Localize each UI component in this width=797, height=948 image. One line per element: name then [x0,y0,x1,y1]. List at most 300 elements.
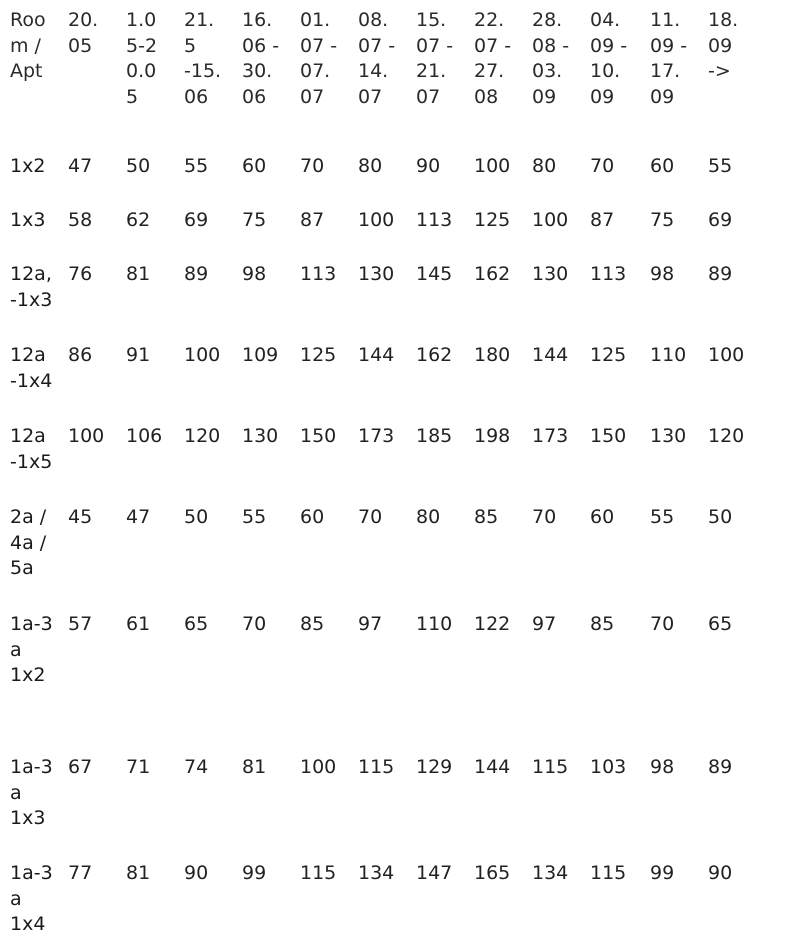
header-date-col-9 [532,8,569,110]
price-cell-line: 150 [590,425,627,447]
price-cell-line: 113 [590,263,627,285]
price-cell-line: 70 [358,506,383,528]
row-label-line: 1x4 [10,913,46,935]
price-cell [242,262,266,288]
header-date-col-9-line: 08 - [532,34,570,57]
price-cell-line: 106 [126,425,163,447]
price-cell-line: 85 [590,613,615,635]
price-cell-line: 86 [68,344,93,366]
price-cell-line: 71 [126,756,151,778]
row-label-line: 4a / [10,531,47,554]
header-date-col-10 [590,8,627,110]
price-cell [300,612,324,638]
header-date-col-5-line: 01. [300,9,331,31]
price-cell-line: 50 [126,155,151,177]
price-cell-line: 87 [300,209,325,231]
row-label-line: -1x3 [10,288,53,311]
price-cell-line: 47 [126,506,151,528]
price-cell-line: 100 [708,344,745,366]
header-date-col-6 [358,8,395,110]
price-cell [300,262,336,288]
row-label-line: 1a-3 [10,613,53,635]
price-cell-line: 55 [650,506,675,528]
price-cell-line: 89 [184,263,209,285]
price-cell [650,424,686,450]
price-cell [184,208,208,234]
price-cell [68,612,92,638]
header-date-col-8-line: 27. [474,60,505,82]
row-label-line: 5a [10,557,34,579]
price-cell [358,262,394,288]
header-room-apt-line: m / [10,34,41,57]
price-cell [590,154,614,180]
price-cell [184,612,208,638]
header-date-col-11 [650,8,687,110]
header-date-col-10-line: 04. [590,9,621,31]
row-label-line: a [10,781,22,804]
price-cell-line: 97 [532,613,557,635]
price-cell-line: 60 [242,155,267,177]
header-date-col-12-line: -> [708,60,731,82]
price-cell [708,612,732,638]
price-cell-line: 130 [532,263,569,285]
price-cell [242,755,266,781]
price-cell [126,424,162,450]
price-cell-line: 120 [184,425,221,447]
price-cell-line: 100 [300,756,337,778]
price-cell-line: 61 [126,613,151,635]
price-cell [184,505,208,531]
price-cell [184,154,208,180]
row-label-line: 1x2 [10,664,46,686]
price-cell [184,861,208,887]
header-date-col-12-line: 18. [708,9,739,31]
price-cell-line: 90 [708,862,733,884]
header-date-col-8-line: 22. [474,9,505,31]
price-cell [708,424,744,450]
price-cell-line: 115 [358,756,395,778]
header-date-col-8-line: 07 - [474,34,512,57]
price-cell-line: 81 [242,756,267,778]
price-cell [126,343,150,369]
row-label-line: -1x4 [10,369,53,392]
price-cell [126,755,150,781]
price-cell [416,755,452,781]
price-cell [650,262,674,288]
price-cell [242,612,266,638]
price-cell-line: 103 [590,756,627,778]
header-date-col-4-line: 16. [242,9,273,31]
price-cell-line: 58 [68,209,93,231]
header-date-col-11-line: 11. [650,9,681,31]
header-date-col-3 [184,8,221,110]
header-date-col-10-line: 09 [590,85,615,108]
row-label-line: 1a-3 [10,862,53,884]
price-cell-line: 100 [532,209,569,231]
price-cell-line: 100 [358,209,395,231]
price-cell-line: 99 [650,862,675,884]
row-label [10,343,52,394]
price-cell-line: 81 [126,263,151,285]
row-label [10,424,52,475]
header-date-col-3-line: 5 [184,34,197,57]
price-cell [184,343,220,369]
price-cell [416,154,440,180]
price-cell [68,262,92,288]
header-room-apt-line: Roo [10,9,46,31]
price-cell [242,154,266,180]
header-date-col-12 [708,8,738,85]
price-cell [126,612,150,638]
price-cell [474,612,510,638]
price-cell-line: 115 [532,756,569,778]
row-label [10,208,45,234]
price-cell-line: 47 [68,155,93,177]
price-cell-line: 89 [708,263,733,285]
price-cell-line: 70 [650,613,675,635]
price-cell-line: 65 [184,613,209,635]
header-date-col-4-line: 06 [242,85,267,108]
header-date-col-7-line: 15. [416,9,447,31]
price-cell-line: 110 [416,613,453,635]
price-cell [126,505,150,531]
price-cell [532,343,568,369]
price-cell-line: 125 [300,344,337,366]
header-date-col-7-line: 21. [416,60,447,82]
header-date-col-1-line: 05 [68,34,93,57]
price-cell [708,343,744,369]
price-cell [474,505,498,531]
price-cell [300,861,336,887]
price-cell-line: 60 [650,155,675,177]
price-cell-line: 89 [708,756,733,778]
price-cell-line: 87 [590,209,615,231]
price-cell [474,755,510,781]
price-cell [590,343,626,369]
price-cell-line: 98 [650,263,675,285]
price-cell-line: 115 [590,862,627,884]
price-cell-line: 162 [474,263,511,285]
price-cell-line: 76 [68,263,93,285]
price-cell-line: 122 [474,613,511,635]
price-cell [474,343,510,369]
price-cell [532,208,568,234]
price-cell-line: 65 [708,613,733,635]
price-cell-line: 60 [300,506,325,528]
price-cell-line: 173 [532,425,569,447]
price-cell [184,424,220,450]
price-cell-line: 55 [184,155,209,177]
price-cell-line: 70 [300,155,325,177]
header-date-col-11-line: 09 - [650,34,688,57]
price-cell [416,343,452,369]
price-cell [650,612,674,638]
price-cell [68,505,92,531]
price-cell [708,154,732,180]
price-cell-line: 162 [416,344,453,366]
row-label [10,262,52,313]
price-cell-line: 55 [708,155,733,177]
price-cell [708,505,732,531]
header-date-col-11-line: 17. [650,60,681,82]
price-cell [242,424,278,450]
price-cell [358,755,394,781]
price-cell-line: 69 [708,209,733,231]
header-date-col-4-line: 30. [242,60,273,82]
row-label-line: -1x5 [10,450,53,473]
header-date-col-1-line: 20. [68,9,99,31]
price-cell [474,208,510,234]
price-cell [416,424,452,450]
price-cell [590,861,626,887]
price-cell-line: 80 [416,506,441,528]
price-cell [126,861,150,887]
price-cell [590,755,626,781]
price-cell [708,262,732,288]
price-cell [300,208,324,234]
price-cell-line: 70 [532,506,557,528]
header-date-col-3-line: 06 [184,85,209,108]
price-cell-line: 144 [358,344,395,366]
price-cell [68,424,104,450]
price-cell [416,612,452,638]
price-cell [532,755,568,781]
price-cell-line: 70 [242,613,267,635]
price-cell-line: 145 [416,263,453,285]
header-date-col-11-line: 09 [650,85,675,108]
price-cell-line: 75 [242,209,267,231]
header-room-apt-line: Apt [10,60,43,82]
price-cell [68,343,92,369]
price-cell-line: 60 [590,506,615,528]
header-date-col-9-line: 28. [532,9,563,31]
price-cell-line: 180 [474,344,511,366]
price-cell-line: 98 [650,756,675,778]
header-date-col-2-line: 1.0 [126,9,157,31]
price-cell [474,154,510,180]
header-date-col-6-line: 14. [358,60,389,82]
price-cell [532,505,556,531]
price-cell-line: 81 [126,862,151,884]
price-cell-line: 130 [650,425,687,447]
price-cell [126,262,150,288]
price-cell-line: 75 [650,209,675,231]
price-cell-line: 55 [242,506,267,528]
price-cell [532,861,568,887]
price-cell-line: 113 [300,263,337,285]
price-cell-line: 50 [708,506,733,528]
price-cell [532,262,568,288]
price-cell [650,208,674,234]
header-date-col-10-line: 09 - [590,34,628,57]
price-cell-line: 130 [358,263,395,285]
header-date-col-7-line: 07 - [416,34,454,57]
header-date-col-7-line: 07 [416,85,441,108]
price-cell-line: 125 [474,209,511,231]
row-label-line: 1x3 [10,209,46,231]
header-date-col-12-line: 09 [708,34,733,57]
price-cell [358,505,382,531]
header-date-col-4 [242,8,279,110]
price-cell-line: 147 [416,862,453,884]
price-cell [68,861,92,887]
header-date-col-9-line: 03. [532,60,563,82]
price-cell [126,154,150,180]
header-room-apt [10,8,46,85]
price-cell [300,755,336,781]
price-cell-line: 130 [242,425,279,447]
price-cell-line: 57 [68,613,93,635]
header-date-col-3-line: -15. [184,60,222,82]
price-cell-line: 165 [474,862,511,884]
price-cell [126,208,150,234]
price-cell-line: 129 [416,756,453,778]
price-cell-line: 150 [300,425,337,447]
price-cell [358,424,394,450]
price-cell-line: 74 [184,756,209,778]
price-cell [590,612,614,638]
price-cell-line: 100 [184,344,221,366]
price-cell [650,505,674,531]
price-cell-line: 97 [358,613,383,635]
price-cell-line: 80 [358,155,383,177]
row-label-line: a [10,887,22,910]
price-cell-line: 62 [126,209,151,231]
header-date-col-2 [126,8,157,110]
price-cell-line: 69 [184,209,209,231]
header-date-col-8 [474,8,511,110]
price-cell [358,861,394,887]
price-cell-line: 85 [300,613,325,635]
price-cell [242,208,266,234]
header-date-col-6-line: 07 [358,85,383,108]
price-cell [68,154,92,180]
price-cell-line: 85 [474,506,499,528]
price-cell [358,343,394,369]
price-cell-line: 120 [708,425,745,447]
header-date-col-3-line: 21. [184,9,215,31]
header-date-col-10-line: 10. [590,60,621,82]
price-cell-line: 45 [68,506,93,528]
header-date-col-9-line: 09 [532,85,557,108]
price-cell-line: 70 [590,155,615,177]
price-cell-line: 198 [474,425,511,447]
price-cell [242,505,266,531]
row-label-line: 12a, [10,263,52,285]
price-cell [184,755,208,781]
price-cell [532,154,556,180]
row-label-line: 1x3 [10,807,46,829]
price-cell [708,208,732,234]
price-cell-line: 67 [68,756,93,778]
price-cell [300,343,336,369]
header-date-col-2-line: 5 [126,85,139,108]
price-cell-line: 99 [242,862,267,884]
row-label [10,755,53,832]
row-label [10,612,53,689]
price-cell [532,424,568,450]
header-date-col-8-line: 08 [474,85,499,108]
price-cell-line: 109 [242,344,279,366]
header-date-col-7 [416,8,453,110]
header-date-col-5-line: 07 [300,85,325,108]
price-cell-line: 113 [416,209,453,231]
price-cell-line: 90 [184,862,209,884]
row-label [10,154,45,180]
price-cell [474,424,510,450]
header-date-col-1 [68,8,98,59]
price-cell [300,424,336,450]
price-cell [416,505,440,531]
row-label-line: 12a [10,344,46,366]
row-label-line: 1a-3 [10,756,53,778]
price-cell [358,208,394,234]
price-cell [358,154,382,180]
row-label [10,861,53,938]
price-cell [300,505,324,531]
price-cell-line: 100 [68,425,105,447]
price-cell-line: 125 [590,344,627,366]
price-cell-line: 91 [126,344,151,366]
row-label-line: 12a [10,425,46,447]
price-cell [416,208,452,234]
row-label-line: 1x2 [10,155,46,177]
header-date-col-5-line: 07 - [300,34,338,57]
price-cell [650,755,674,781]
price-cell-line: 134 [358,862,395,884]
price-cell-line: 98 [242,263,267,285]
price-cell [650,154,674,180]
price-cell [650,861,674,887]
price-cell-line: 173 [358,425,395,447]
price-cell [708,755,732,781]
price-cell-line: 77 [68,862,93,884]
header-date-col-5 [300,8,337,110]
price-cell-line: 144 [474,756,511,778]
price-cell [242,861,266,887]
price-cell [650,343,686,369]
price-cell-line: 100 [474,155,511,177]
price-cell-line: 134 [532,862,569,884]
header-date-col-2-line: 0.0 [126,60,157,82]
price-cell [590,505,614,531]
header-date-col-6-line: 07 - [358,34,396,57]
header-date-col-2-line: 5-2 [126,34,158,57]
price-cell [532,612,556,638]
price-cell [300,154,324,180]
price-cell-line: 50 [184,506,209,528]
row-label-line: 2a / [10,506,47,528]
price-cell-line: 144 [532,344,569,366]
price-cell-line: 185 [416,425,453,447]
price-cell [474,262,510,288]
price-cell [184,262,208,288]
price-cell [358,612,382,638]
price-cell [68,208,92,234]
price-cell [708,861,732,887]
price-cell [590,208,614,234]
price-cell-line: 110 [650,344,687,366]
price-cell [590,262,626,288]
price-cell [416,262,452,288]
price-cell [242,343,278,369]
header-date-col-4-line: 06 - [242,34,280,57]
price-cell [474,861,510,887]
price-cell [416,861,452,887]
header-date-col-6-line: 08. [358,9,389,31]
price-cell-line: 90 [416,155,441,177]
row-label-line: a [10,638,22,661]
